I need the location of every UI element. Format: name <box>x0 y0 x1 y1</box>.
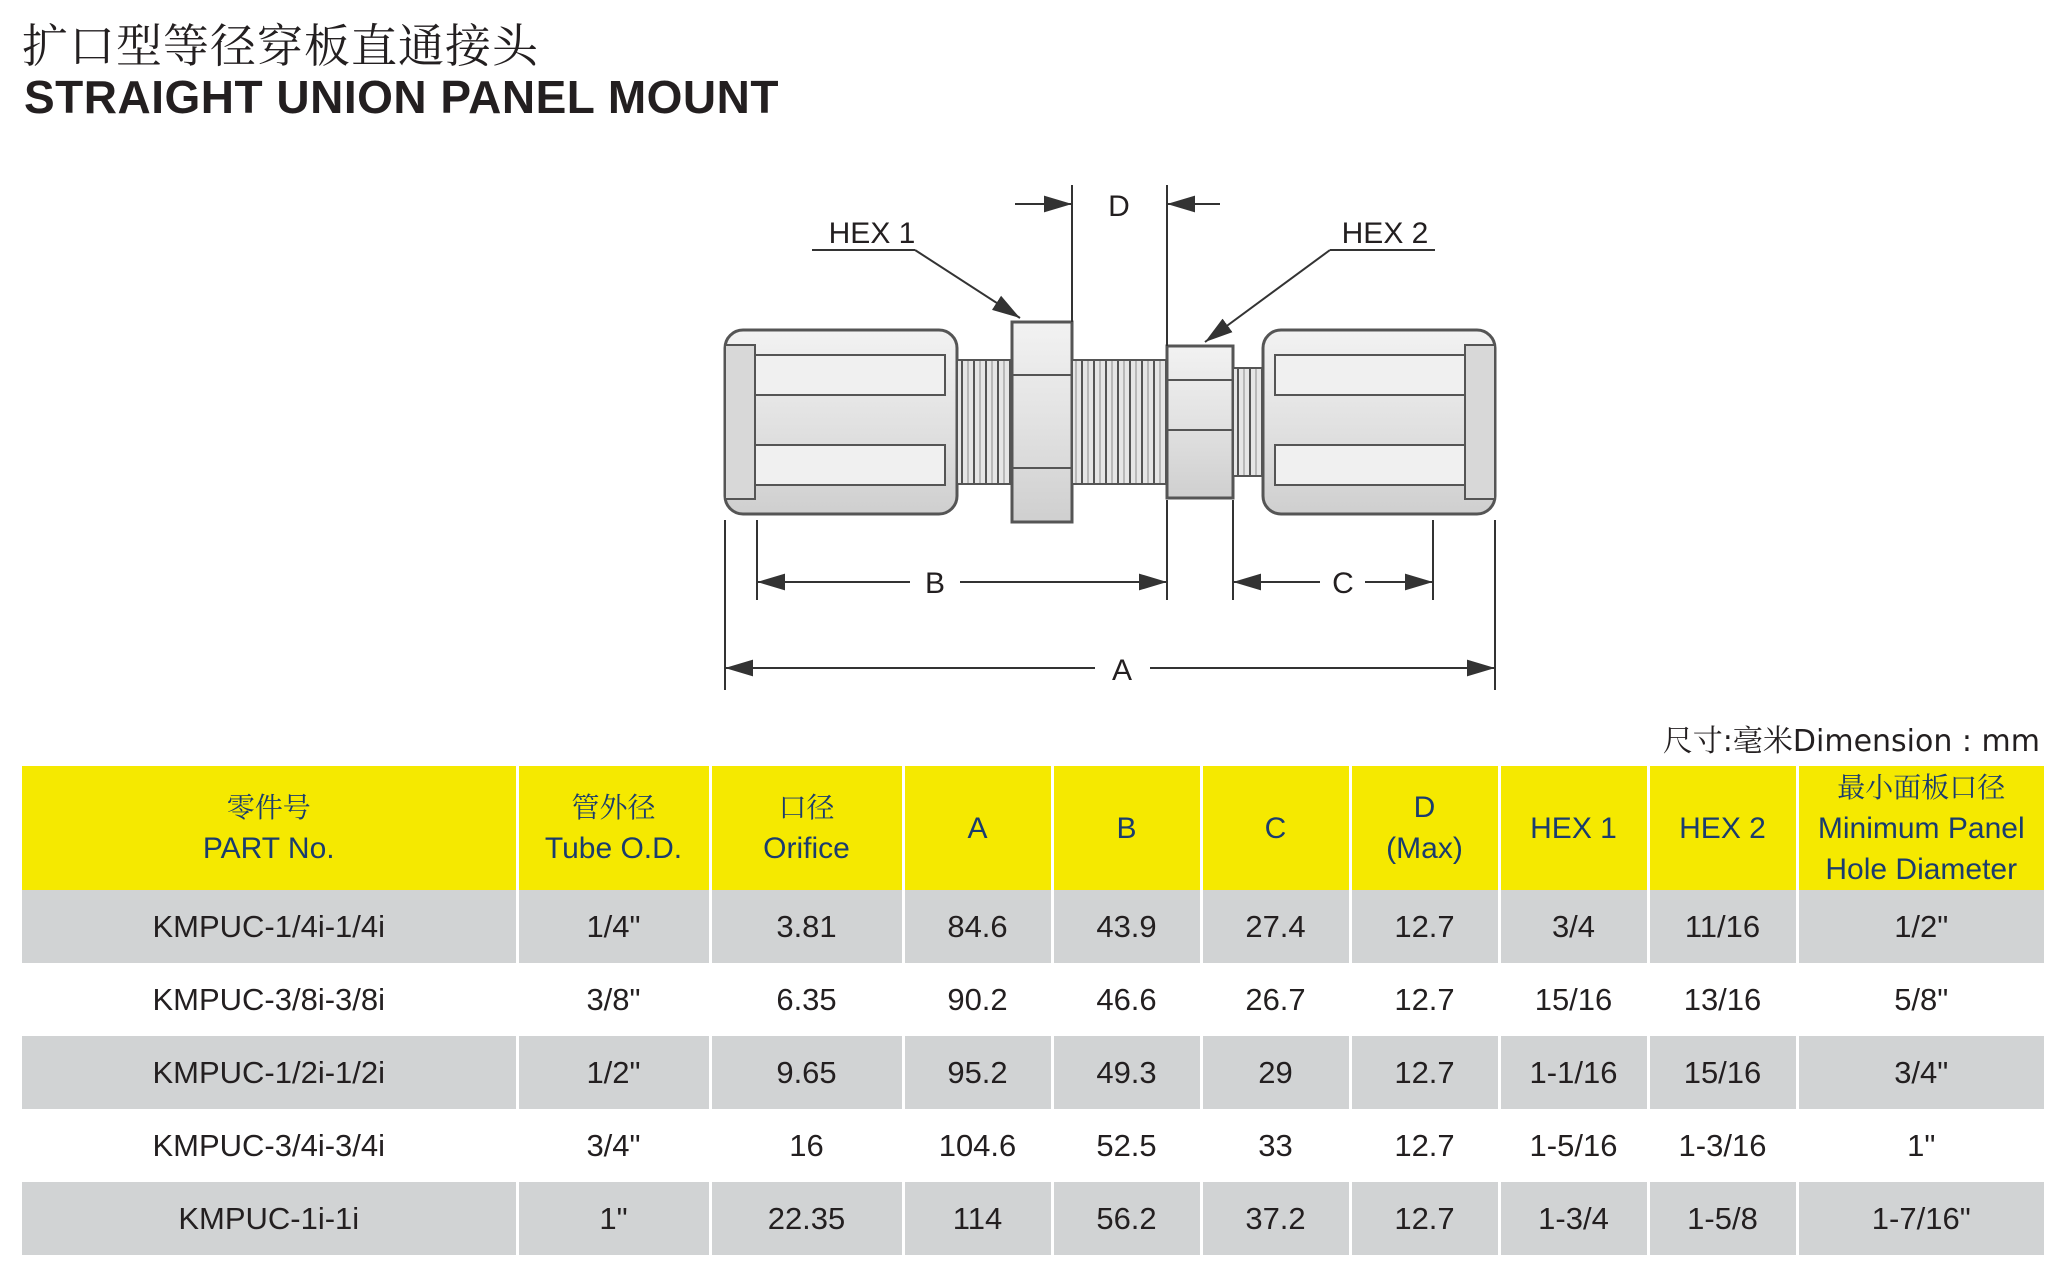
dim-d-label: D <box>1108 190 1130 223</box>
cell-orifice: 6.35 <box>710 963 903 1036</box>
cell-a: 84.6 <box>903 890 1052 963</box>
cell-part-no: KMPUC-3/8i-3/8i <box>22 963 517 1036</box>
header-tube-od: 管外径 Tube O.D. <box>517 766 710 890</box>
cell-tube-od: 1" <box>517 1182 710 1255</box>
cell-c: 37.2 <box>1201 1182 1350 1255</box>
middle-thread <box>1072 360 1167 484</box>
cell-tube-od: 1/2" <box>517 1036 710 1109</box>
cell-c: 26.7 <box>1201 963 1350 1036</box>
cell-part-no: KMPUC-3/4i-3/4i <box>22 1109 517 1182</box>
hex2-label: HEX 2 <box>1341 217 1429 250</box>
cell-part-no: KMPUC-1i-1i <box>22 1182 517 1255</box>
cell-orifice: 16 <box>710 1109 903 1182</box>
table-row <box>22 1109 2044 1182</box>
cell-d-max: 12.7 <box>1350 1036 1499 1109</box>
cell-hex2: 1-5/8 <box>1648 1182 1797 1255</box>
cell-d-max: 12.7 <box>1350 1182 1499 1255</box>
hex1-leader <box>812 250 1020 318</box>
header-d-max: D (Max) <box>1350 766 1499 890</box>
cell-b: 43.9 <box>1052 890 1201 963</box>
title-english: STRAIGHT UNION PANEL MOUNT <box>24 71 779 123</box>
header-hex1: HEX 1 <box>1499 766 1648 890</box>
cell-tube-od: 3/8" <box>517 963 710 1036</box>
cell-c: 33 <box>1201 1109 1350 1182</box>
cell-min-panel-hole: 1/2" <box>1797 890 2044 963</box>
cell-b: 56.2 <box>1052 1182 1201 1255</box>
cell-d-max: 12.7 <box>1350 963 1499 1036</box>
cell-hex1: 1-5/16 <box>1499 1109 1648 1182</box>
table-header-row <box>22 766 2044 890</box>
cell-hex1: 1-3/4 <box>1499 1182 1648 1255</box>
cell-min-panel-hole: 1-7/16" <box>1797 1182 2044 1255</box>
cell-a: 90.2 <box>903 963 1052 1036</box>
header-min-panel-hole: 最小面板口径 Minimum Panel Hole Diameter <box>1797 766 2044 890</box>
cell-hex2: 1-3/16 <box>1648 1109 1797 1182</box>
cell-orifice: 3.81 <box>710 890 903 963</box>
cell-min-panel-hole: 3/4" <box>1797 1036 2044 1109</box>
cell-hex2: 13/16 <box>1648 963 1797 1036</box>
cell-part-no: KMPUC-1/4i-1/4i <box>22 890 517 963</box>
hex2-body <box>1167 346 1233 498</box>
cell-tube-od: 3/4" <box>517 1109 710 1182</box>
dim-b-label: B <box>924 567 946 600</box>
cell-b: 49.3 <box>1052 1036 1201 1109</box>
hex2-leader <box>1205 250 1435 342</box>
right-nut <box>1263 330 1495 514</box>
cell-min-panel-hole: 1" <box>1797 1109 2044 1182</box>
cell-part-no: KMPUC-1/2i-1/2i <box>22 1036 517 1109</box>
cell-hex1: 15/16 <box>1499 963 1648 1036</box>
cell-a: 95.2 <box>903 1036 1052 1109</box>
cell-c: 29 <box>1201 1036 1350 1109</box>
left-thread <box>957 360 1012 484</box>
table-row <box>22 1036 2044 1109</box>
dim-a-label: A <box>1111 654 1133 687</box>
hex1-nut <box>1012 322 1072 522</box>
title-chinese: 扩口型等径穿板直通接头 <box>22 19 539 73</box>
header-part-no: 零件号 PART No. <box>22 766 517 890</box>
cell-orifice: 9.65 <box>710 1036 903 1109</box>
header-orifice: 口径 Orifice <box>710 766 903 890</box>
cell-orifice: 22.35 <box>710 1182 903 1255</box>
header-c: C <box>1201 766 1350 890</box>
cell-d-max: 12.7 <box>1350 890 1499 963</box>
table-row <box>22 890 2044 963</box>
cell-tube-od: 1/4" <box>517 890 710 963</box>
table-row <box>22 1182 2044 1255</box>
dimension-unit-note: 尺寸:毫米Dimension : mm <box>1662 724 2040 759</box>
cell-c: 27.4 <box>1201 890 1350 963</box>
dim-c-label: C <box>1332 567 1354 600</box>
spec-table <box>22 766 2044 1255</box>
header-a: A <box>903 766 1052 890</box>
table-row <box>22 963 2044 1036</box>
left-nut <box>725 330 957 514</box>
cell-hex2: 15/16 <box>1648 1036 1797 1109</box>
cell-hex2: 11/16 <box>1648 890 1797 963</box>
cell-b: 52.5 <box>1052 1109 1201 1182</box>
header-hex2: HEX 2 <box>1648 766 1797 890</box>
cell-a: 104.6 <box>903 1109 1052 1182</box>
cell-b: 46.6 <box>1052 963 1201 1036</box>
cell-min-panel-hole: 5/8" <box>1797 963 2044 1036</box>
cell-hex1: 1-1/16 <box>1499 1036 1648 1109</box>
right-thread <box>1233 368 1263 476</box>
cell-hex1: 3/4 <box>1499 890 1648 963</box>
cell-a: 114 <box>903 1182 1052 1255</box>
header-b: B <box>1052 766 1201 890</box>
hex1-label: HEX 1 <box>828 217 916 250</box>
cell-d-max: 12.7 <box>1350 1109 1499 1182</box>
